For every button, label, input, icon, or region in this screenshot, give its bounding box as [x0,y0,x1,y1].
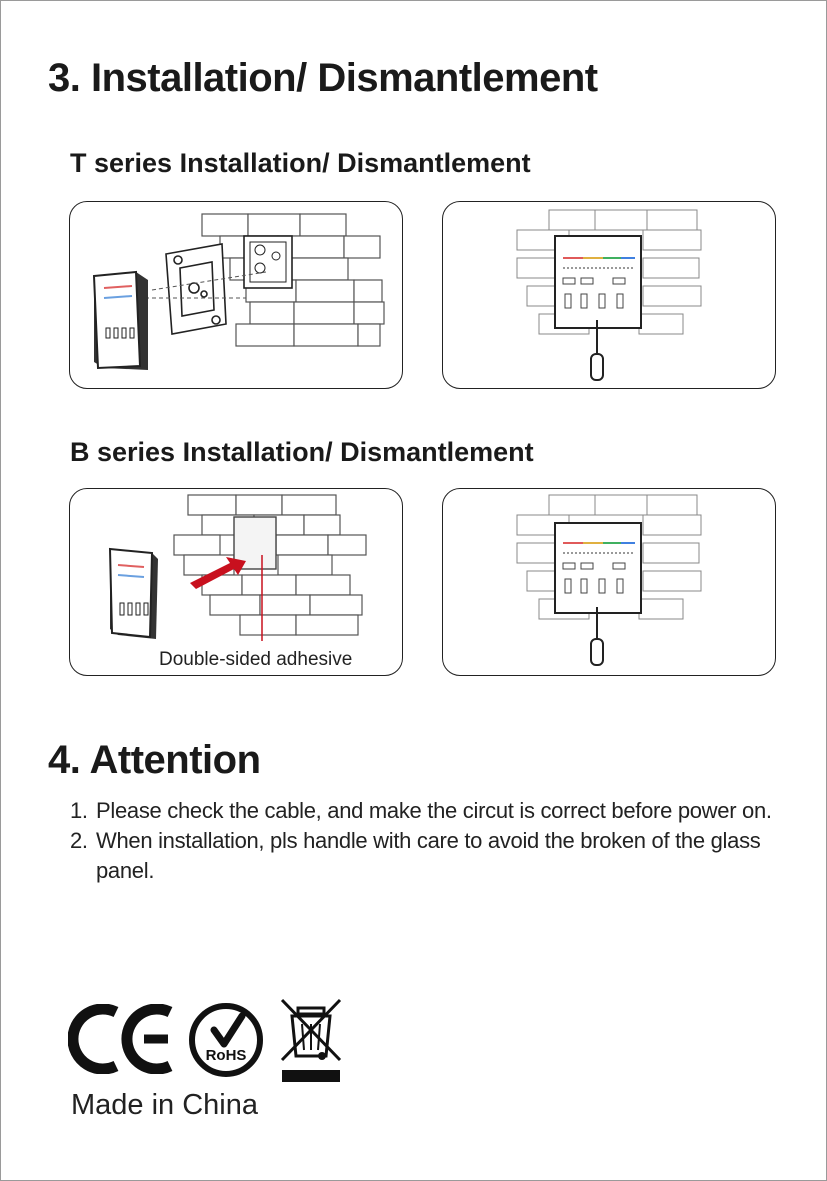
adhesive-label: Double-sided adhesive [159,649,353,670]
attention-list [70,796,810,886]
junction-box [244,236,292,288]
attention-heading: 4. Attention [48,738,261,782]
b-series-heading: B series Installation/ Dismantlement [70,437,534,467]
touch-panel-device [110,549,158,639]
touch-panel-device [555,523,641,613]
b-series-install-figure [69,488,403,676]
attention-item-number: 1. [70,798,88,823]
attention-item-text: When installation, pls handle with care to avoid the broken of the glass panel. [96,828,761,883]
ce-mark-icon [68,1004,178,1074]
attention-item [70,796,810,826]
certification-marks [68,998,358,1088]
mounting-frame [166,244,226,334]
installation-heading: 3. Installation/ Dismantlement [48,56,598,100]
attention-item [70,826,810,886]
rohs-mark [186,1000,266,1080]
t-series-install-figure [69,201,403,389]
b-series-dismantle-figure [442,488,776,676]
origin-label: Made in China [71,1089,258,1121]
brick-wall [202,214,384,346]
t-series-heading: T series Installation/ Dismantlement [70,148,531,178]
screwdriver-icon [591,607,603,665]
t-series-dismantle-figure [442,201,776,389]
attention-item-number: 2. [70,828,88,853]
touch-panel-device [555,236,641,328]
attention-item-text: Please check the cable, and make the circut is correct before power on. [96,798,772,823]
rohs-label: RoHS [205,1047,247,1064]
touch-panel-device [94,272,148,370]
crossed-out-wheelie-bin-icon [278,998,344,1086]
